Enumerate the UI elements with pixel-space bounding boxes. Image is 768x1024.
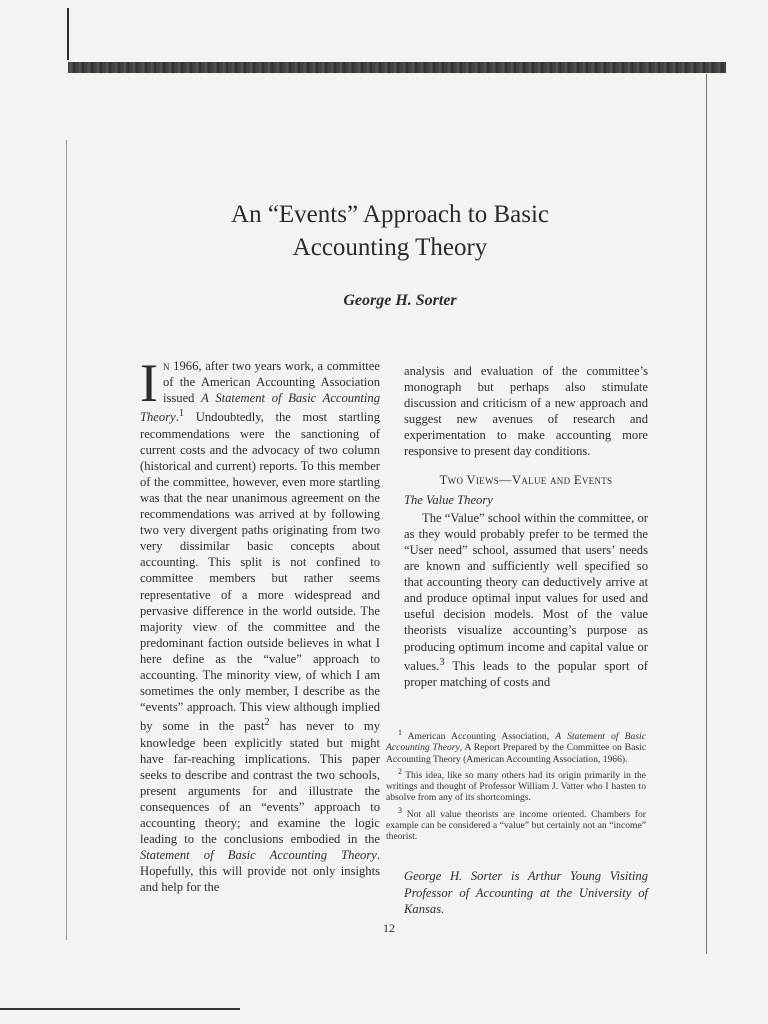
value-theory-text-2: This leads to the popular sport of proper matching of costs and xyxy=(404,658,648,689)
page-number: 12 xyxy=(383,921,395,935)
header-rule xyxy=(68,62,726,73)
value-theory-paragraph xyxy=(404,510,648,690)
footnote-1 xyxy=(386,727,646,765)
title-line-1: An “Events” Approach to Basic xyxy=(231,201,549,228)
footnote-text: Not all value theorists are income oriented. Chambers for example can be considered a “value” but certainly not an “income” theorist. xyxy=(386,808,646,843)
continuation-paragraph: analysis and evaluation of the committee’s monograph but perhaps also stimulate discussion and criticism of a new approach and suggest new avenues of research and experimentation to make accounting more responsive to present day conditions. xyxy=(404,364,648,459)
title-line-2: Accounting Theory xyxy=(292,234,488,261)
section-heading: Two Views—Value and Events xyxy=(439,472,613,487)
footnote-italic: A Statement of Basic Accounting Theory xyxy=(386,731,646,754)
opening-paragraph: In 1966, after two years work, a committee of the American Accounting Association issued A Statement of Basic Accounting Theory.$^1$ Undoubtedly, the most startling recommendations were the sanctioning of current costs and the advocacy of two column (historical and current) reports. To this member of the committee, however, even more startling was that the near unanimous agreement on the recommendations was arrived at by following two very divergent paths originating from two very dissimilar basic concepts about accounting. This split is not confined to committee members but rather seems representative of a more widespread and pervasive difference in the world outside. The majority view of the committee and the predominant faction outside believes in what I here define as the “value” approach to accounting. The minority view, of which I am sometimes the only member, I describe as the “events” approach. This view although implied by some in the past$^2$ has never to my knowledge been explicitly stated but might have far-reaching implications. This paper seeks to describe and contrast the two schools, present arguments for and illustrate the consequences of an “events” approach to accounting theory; and examine the logic leading to the conclusions embodied in the Statement of Basic Accounting Theory. Hopefully, this will provide not only insights and help for the xyxy=(140,353,380,895)
scan-edge-left xyxy=(66,140,67,940)
body-text-1: Undoubtedly, the most startling recommendations were the sanctioning of current costs and the advocacy of two column (historical and current) reports. To this member of the committee, however, even more startling was that the near unanimous agreement on the recommendations was arrived at by following two very divergent paths originating from two very dissimilar basic concepts about accounting. This split is not confined to committee members but rather seems representative of a more widespread and pervasive difference in the world outside. The majority view of the committee and the predominant faction outside believes in what I here define as the “value” approach to accounting. The minority view, of which I am sometimes the only member, I describe as the “events” approach. This view although implied by some in the past xyxy=(140,410,380,734)
work-title: A Statement of Basic Accounting Theory xyxy=(140,391,380,425)
footnote-number: 2 xyxy=(398,766,402,776)
body-text-2: has never to my knowledge been explicitly stated but might have far-reaching implications. This paper seeks to describe and contrast the two schools, present arguments for and illustrate the consequences of an “events” approach to accounting theory; and examine the logic leading to the conclusions embodied in the xyxy=(140,719,380,847)
footnote-text-post: , A Report Prepared by the Committee on Basic Accounting Theory (American Accounting Association, 1966). xyxy=(386,742,647,765)
left-column xyxy=(140,353,380,895)
footnote-text: American Accounting Association, xyxy=(402,731,556,743)
scan-edge-right xyxy=(706,74,707,954)
footnote-number: 3 xyxy=(398,805,402,815)
scan-edge-bottom xyxy=(0,1008,240,1010)
author-bio: George H. Sorter is Arthur Young Visiting Professor of Accounting at the University of Kansas. xyxy=(404,869,648,916)
author-name: George H. Sorter xyxy=(343,292,457,309)
footnotes xyxy=(386,727,646,843)
footnote-3 xyxy=(386,805,646,843)
subheading: The Value Theory xyxy=(404,492,493,507)
footnote-text: This idea, like so many others had its origin primarily in the writings and thought of Professor William J. Vatter who I hasten to absolve from any of its shortcomings. xyxy=(386,769,646,804)
value-theory-text: The “Value” school within the committee, or as they would probably prefer to be termed the “User need” school, assumed that users’ needs are known and sufficiently well specified so that accounting theory can deductively arrive at and produce optimal input values for used and useful decision models. Most of the value theorists visualize accounting’s purpose as producing optimum income and capital value or values. xyxy=(404,510,648,673)
lead-smallcaps: n xyxy=(162,359,170,373)
work-title-2: Statement of Basic Accounting Theory xyxy=(140,848,377,863)
footnote-ref-2: 2 xyxy=(264,717,270,729)
footnote-ref-1: 1 xyxy=(178,408,185,420)
footnote-number: 1 xyxy=(398,728,402,737)
lead-text: 1966, after two years work, a committee of the American Accounting Association issued xyxy=(162,359,380,406)
article-title xyxy=(150,198,630,264)
scan-edge-top-left xyxy=(67,8,69,60)
body-text-3: . Hopefully, this will provide not only insights and help for the xyxy=(140,848,380,895)
footnote-2 xyxy=(386,766,646,804)
footnote-ref-3: 3 xyxy=(439,656,445,668)
drop-cap: I xyxy=(140,353,158,413)
right-column xyxy=(404,363,648,690)
